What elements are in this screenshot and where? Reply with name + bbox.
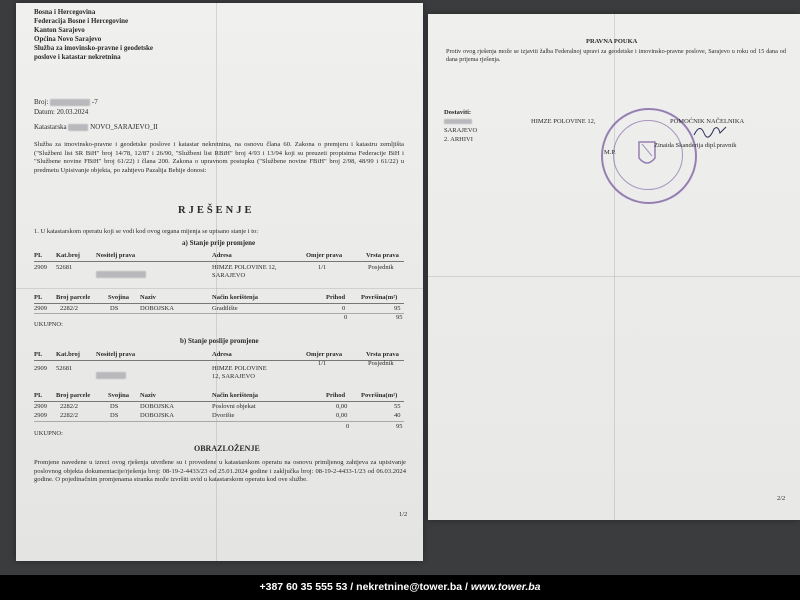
cell-vrsta: Posjednik bbox=[368, 360, 394, 367]
obrazlozenje-title: OBRAZLOŽENJE bbox=[194, 444, 260, 453]
section-before-heading: a) Stanje prije promjene bbox=[182, 239, 256, 247]
cell-adresa-2: SARAJEVO bbox=[212, 272, 246, 279]
cell-svojina: DS bbox=[110, 305, 119, 312]
header-line-6: poslove i katastar nekretnina bbox=[34, 53, 121, 61]
cell-pl: 2909 bbox=[34, 264, 47, 271]
col-naziv: Naziv bbox=[140, 294, 156, 301]
col-povrsina: Površina(m²) bbox=[361, 294, 398, 301]
document-page-1 bbox=[16, 3, 423, 561]
redaction bbox=[68, 124, 88, 131]
point-1: 1. U katastarskom operatu koji se vodi kod ovog organa mijenja se upisano stanje i to: bbox=[34, 228, 259, 235]
col-vrsta: Vrsta prava bbox=[366, 252, 399, 259]
header-line-5: Služba za imovinsko-pravne i geodetske bbox=[34, 44, 154, 52]
redaction bbox=[444, 118, 472, 126]
cell-adresa-2: 12, SARAJEVO bbox=[212, 373, 255, 380]
cell-nacin: Poslovni objekat bbox=[212, 403, 256, 410]
section-after-heading: b) Stanje poslije promjene bbox=[180, 337, 259, 345]
cell-pl: 2909 bbox=[34, 305, 47, 312]
cell-vrsta: Posjednik bbox=[368, 264, 394, 271]
cell-nacin: Gradilište bbox=[212, 305, 238, 312]
dostaviti-address: HIMZE POLOVINE 12, bbox=[531, 118, 596, 125]
col-svojina: Svojina bbox=[108, 392, 129, 399]
col-prihod: Prihod bbox=[326, 392, 346, 399]
cell-nacin: Dvorište bbox=[212, 412, 235, 419]
document-page-2 bbox=[428, 14, 800, 520]
total-label: UKUPNO: bbox=[34, 321, 63, 328]
col-naziv: Naziv bbox=[140, 392, 156, 399]
pouka-text: Protiv ovog rješenja može se izjaviti žalba Federalnoj upravi za geodetske i imovinsko-pravne poslove, Sarajevo u roku od 15 dana od dana prijema rješenja. bbox=[446, 48, 786, 63]
footer-website: www.tower.ba bbox=[470, 581, 541, 593]
total-label: UKUPNO: bbox=[34, 430, 63, 437]
cell-omjer: 1/1 bbox=[318, 264, 327, 271]
cell-naziv: DOBOJSKA bbox=[140, 403, 174, 410]
col-povrsina: Površina(m²) bbox=[361, 392, 398, 399]
dostaviti-label: Dostaviti: bbox=[444, 109, 472, 116]
cell-pl: 2909 bbox=[34, 365, 47, 372]
cell-parcela: 2282/2 bbox=[60, 305, 79, 312]
page-number: 1/2 bbox=[399, 511, 408, 518]
col-svojina: Svojina bbox=[108, 294, 129, 301]
cell-parcela: 2282/2 bbox=[60, 412, 79, 419]
cell-naziv: DOBOJSKA bbox=[140, 412, 174, 419]
total-povrsina: 95 bbox=[396, 314, 403, 321]
cell-povrsina: 55 bbox=[394, 403, 401, 410]
pouka-title: PRAVNA POUKA bbox=[586, 38, 638, 45]
col-broj-parcele: Broj parcele bbox=[56, 294, 91, 301]
redaction bbox=[96, 366, 126, 384]
cell-prihod: 0,00 bbox=[336, 403, 348, 410]
pomocnik-name: Zinaida Skanderija dipl.pravnik bbox=[654, 142, 737, 149]
cell-pl: 2909 bbox=[34, 403, 47, 410]
col-nositelj: Nositelj prava bbox=[96, 252, 136, 259]
col-kat-broj: Kat.broj bbox=[56, 351, 80, 358]
cell-naziv: DOBOJSKA bbox=[140, 305, 174, 312]
cell-adresa: HIMZE POLOVINE 12, bbox=[212, 264, 277, 271]
katastar-line: Katastarska NOVO_SARAJEVO_II bbox=[34, 123, 158, 131]
col-pl: PL bbox=[34, 294, 43, 301]
broj-line: Broj: -7 bbox=[34, 98, 98, 106]
redaction bbox=[96, 265, 146, 283]
cell-svojina: DS bbox=[110, 412, 119, 419]
col-omjer: Omjer prava bbox=[306, 252, 343, 259]
cell-prihod: 0,00 bbox=[336, 412, 348, 419]
redaction bbox=[50, 99, 90, 106]
cell-pl: 2909 bbox=[34, 412, 47, 419]
cell-prihod: 0 bbox=[342, 305, 346, 312]
col-nacin: Način korištenja bbox=[212, 392, 259, 399]
col-prihod: Prihod bbox=[326, 294, 346, 301]
cell-kat: 52681 bbox=[56, 365, 73, 372]
col-broj-parcele: Broj parcele bbox=[56, 392, 91, 399]
total-prihod: 0 bbox=[346, 423, 350, 430]
col-adresa: Adresa bbox=[212, 351, 232, 358]
cell-parcela: 2282/2 bbox=[60, 403, 79, 410]
cell-kat: 52681 bbox=[56, 264, 73, 271]
signature-icon bbox=[690, 121, 730, 141]
col-nacin: Način korištenja bbox=[212, 294, 259, 301]
intro-paragraph: Služba za imovinsko-pravne i geodetske poslove i katastar nekretnina, na osnovu člana 60. Zakona o premjeru i katastru zemljišta ("Službeni list SR BiH" broj 14/78, 12/87 i 26/90, "Službeni list RBiH" broj 4/93 i 13/94 koji su preuzeti propisima Federacije BiH i "Službene novine FBiH" broj 61/22) i člana 200. Zakona o upravnom postupku ("Službene novine FBiH" broj 2/98, 48/99 i 61/22) u predmetu Upisivanje objekta, po zahtjevu Pazalija Behije donosi: bbox=[34, 141, 404, 174]
footer-phone: +387 60 35 555 53 bbox=[259, 581, 348, 593]
cell-adresa: HIMZE POLOVINE bbox=[212, 365, 267, 372]
col-nositelj: Nositelj prava bbox=[96, 351, 136, 358]
dostaviti-line-2: 2. ARHIVI bbox=[444, 136, 473, 143]
col-omjer: Omjer prava bbox=[306, 351, 343, 358]
total-povrsina: 95 bbox=[396, 423, 403, 430]
col-pl: PL bbox=[34, 351, 43, 358]
header-line-3: Kanton Sarajevo bbox=[34, 26, 85, 34]
col-vrsta: Vrsta prava bbox=[366, 351, 399, 358]
page-number-2: 2/2 bbox=[777, 495, 786, 502]
mp-label: M.P. bbox=[604, 149, 616, 156]
dostaviti-line-1: SARAJEVO bbox=[444, 127, 478, 134]
col-pl: PL bbox=[34, 392, 43, 399]
datum-line: Datum: 20.03.2024 bbox=[34, 108, 89, 116]
total-prihod: 0 bbox=[344, 314, 348, 321]
col-pl: PL bbox=[34, 252, 43, 259]
footer-email: nekretnine@tower.ba bbox=[356, 581, 463, 593]
contact-footer: +387 60 35 555 53 / nekretnine@tower.ba / www.tower.ba bbox=[0, 575, 800, 600]
cell-omjer: 1/1 bbox=[318, 360, 327, 367]
header-line-4: Općina Novo Sarajevo bbox=[34, 35, 102, 43]
cell-svojina: DS bbox=[110, 403, 119, 410]
col-kat-broj: Kat.broj bbox=[56, 252, 80, 259]
cell-povrsina: 95 bbox=[394, 305, 401, 312]
col-adresa: Adresa bbox=[212, 252, 232, 259]
pomocnik-label: POMOĆNIK NAČELNIKA bbox=[670, 118, 745, 125]
obrazlozenje-paragraph: Promjene navedene u izreci ovog rješenja utvrđene su i provedene u katastarskom operatu na osnovu primljenog zahtjeva za upisivanje poslovnog objekta dokumentacije/rješenja broj: 08-19-2-4433/23 od 25.01.2024 godine i zaključka broj: 08-19-2-4433-1/23 od 06.03.2024 godine. O pojedinačnim promjenama stranka može izvršiti uvid u katastarskom operatu kod ove službe. bbox=[34, 459, 406, 484]
header-line-2: Federacija Bosne i Hercegovine bbox=[34, 17, 129, 25]
header-line-1: Bosna i Hercegovina bbox=[34, 8, 96, 16]
cell-povrsina: 40 bbox=[394, 412, 401, 419]
document-title: RJEŠENJE bbox=[178, 205, 255, 216]
